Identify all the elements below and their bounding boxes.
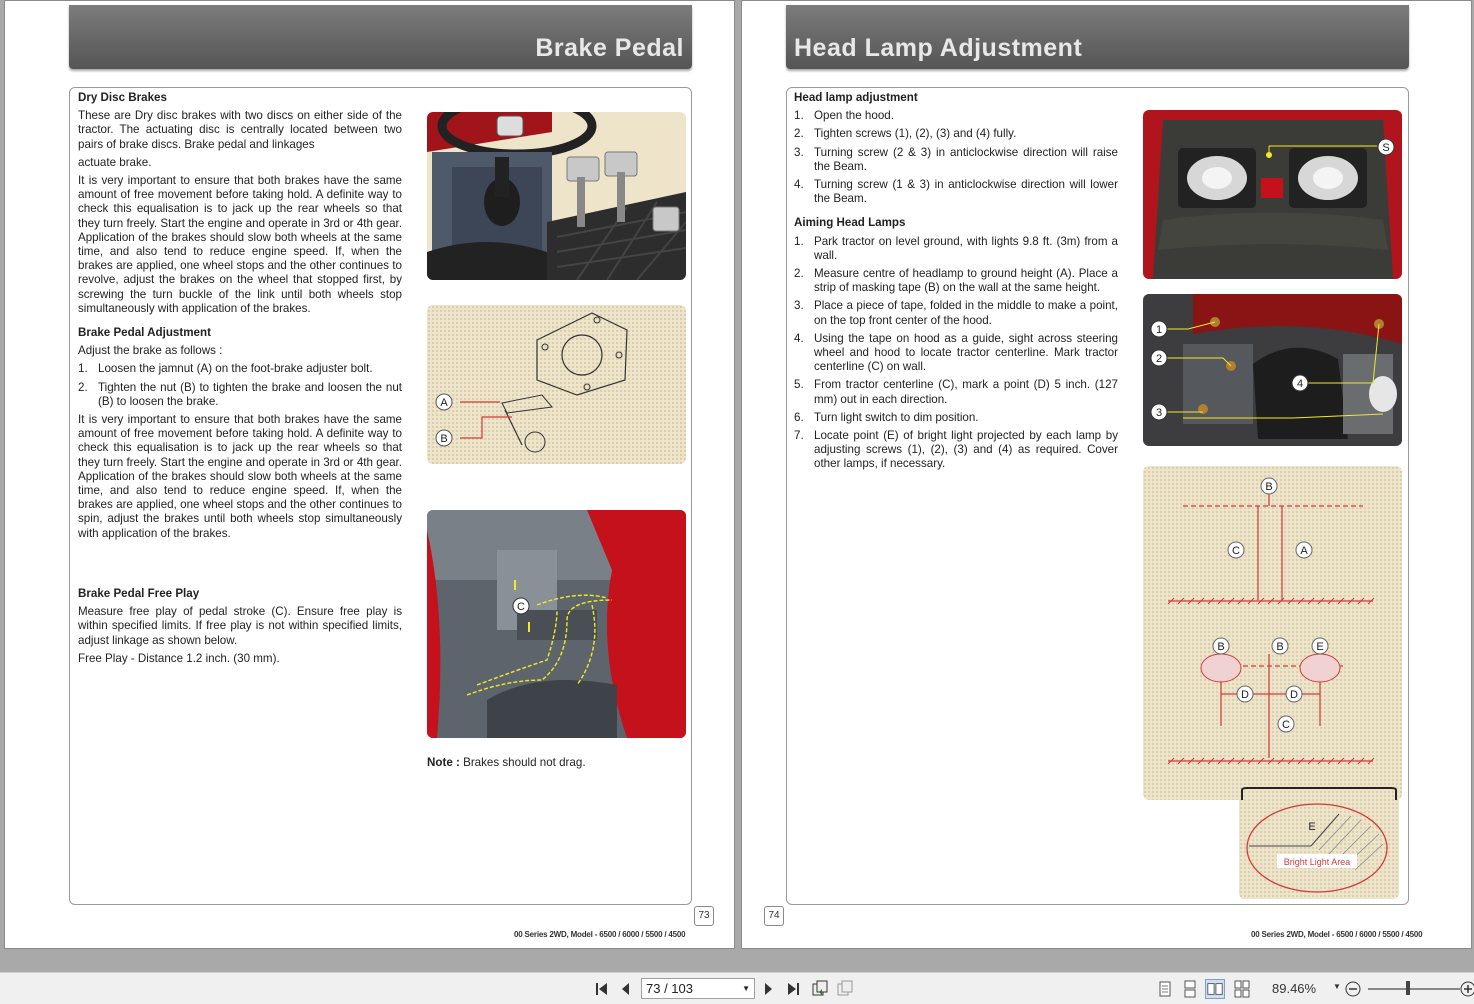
section-heading: Dry Disc Brakes	[78, 91, 167, 104]
list-item	[794, 146, 1118, 174]
zoom-slider-thumb[interactable]	[1406, 981, 1410, 995]
previous-page-button[interactable]	[616, 979, 636, 999]
paragraph: actuate brake.	[78, 155, 152, 169]
page-footer: 00 Series 2WD, Model - 6500 / 6000 / 5500 / 4500	[1251, 930, 1423, 939]
step-number: 1.	[794, 109, 804, 123]
facing-continuous-icon	[1232, 979, 1252, 999]
list-item	[794, 411, 1118, 425]
go-forward-icon	[835, 979, 855, 999]
chevron-down-icon: ▼	[742, 984, 750, 993]
step-text: From tractor centerline (C), mark a point (D) 5 inch. (127 mm) out in each direction.	[814, 378, 1118, 406]
paragraph: Adjust the brake as follows :	[78, 344, 223, 358]
paragraph: It is very important to ensure that both brakes have the same amount of free movement before taking hold. A definite way to check this equalisation is to jack up the rear wheels so that they turn freely. Start the engine and operate in 3rd or 4th gear. Application of the brakes should slow both wheels at the same time, and also tend to reduce engine speed. If, when the brakes are applied, one wheel stops and the other continues to revolve, adjust the brakes on the wheel that stopped first, by screwing the turn buckle of the link until both wheels stop simultaneously with application of the brakes.	[78, 174, 402, 315]
step-number: 2.	[794, 127, 804, 141]
list-item	[794, 127, 1118, 141]
next-page-button[interactable]	[758, 979, 778, 999]
section-heading: Aiming Head Lamps	[794, 216, 906, 230]
step-number: 1.	[794, 234, 804, 248]
label-b: B	[1217, 641, 1225, 653]
facing-view-button[interactable]	[1205, 979, 1225, 999]
paragraph: Measure free play of pedal stroke (C). Ensure free play is within specified limits. If free play is not within specified limits, adjust linkage as shown below.	[78, 605, 402, 647]
free-play-photo	[427, 510, 686, 738]
head-lamp-image	[1143, 110, 1402, 279]
step-text: Park tractor on level ground, with lights 9.8 ft. (3m) from a wall.	[814, 234, 1118, 262]
step-list	[794, 109, 1118, 206]
step-text: Turning screw (2 & 3) in anticlockwise direction will raise the Beam.	[814, 145, 1118, 173]
adjusting-screws-image	[1143, 294, 1402, 446]
paragraph: Free Play - Distance 1.2 inch. (30 mm).	[78, 651, 280, 665]
list-item	[794, 332, 1118, 375]
label-c: C	[1232, 545, 1240, 557]
note-label: Note :	[427, 756, 460, 769]
facing-pages-icon	[1206, 980, 1224, 998]
page-number-input[interactable]	[641, 978, 755, 999]
note-text: Brakes should not drag.	[459, 756, 586, 769]
step-number: 2.	[78, 380, 88, 394]
section-heading: Head lamp adjustment	[794, 91, 918, 104]
step-text: Measure centre of headlamp to ground height (A). Place a strip of masking tape (B) on the wall at the same height.	[814, 267, 1118, 295]
list-item	[78, 362, 402, 376]
go-back-icon	[810, 979, 830, 999]
zoom-level[interactable]: 89.46%	[1272, 981, 1317, 996]
step-number: 5.	[794, 378, 804, 392]
label-b: B	[1276, 641, 1284, 653]
page-number: 73	[694, 906, 714, 926]
step-text: Tighten the nut (B) to tighten the brake and loosen the nut (B) to loosen the brake.	[98, 380, 402, 408]
step-list	[78, 362, 402, 409]
zoom-in-icon	[1458, 979, 1474, 999]
label-e: E	[1308, 821, 1316, 833]
label-d: D	[1241, 689, 1249, 701]
list-item	[794, 235, 1118, 263]
paragraph: These are Dry disc brakes with two discs on either side of the tractor. The actuating disc is centrally located between two pairs of brake discs. Brake pedal and linkages	[78, 109, 402, 151]
section-heading: Brake Pedal Adjustment	[78, 326, 211, 340]
step-number: 2.	[794, 267, 804, 281]
label-e: E	[1316, 641, 1324, 653]
label-3: 3	[1155, 407, 1163, 419]
list-item	[794, 109, 1118, 123]
last-page-button[interactable]	[783, 979, 803, 999]
aiming-wall-image	[1143, 466, 1402, 800]
step-text: Turn light switch to dim position.	[814, 410, 979, 424]
adjusting-screws-photo	[1143, 294, 1402, 446]
left-page	[4, 0, 735, 949]
bright-light-image	[1239, 786, 1399, 899]
step-text: Open the hood.	[814, 109, 894, 123]
label-s: S	[1382, 142, 1390, 154]
continuous-page-icon	[1180, 979, 1200, 999]
label-c: C	[1282, 719, 1290, 731]
page-number: 74	[764, 906, 784, 926]
left-text-column	[78, 91, 402, 670]
bright-light-label: Bright Light Area	[1283, 857, 1351, 867]
page-title: Brake Pedal	[535, 34, 684, 62]
label-b: B	[1265, 481, 1273, 493]
list-item	[794, 299, 1118, 327]
single-page-view-button[interactable]	[1155, 979, 1175, 999]
right-text-column	[794, 91, 1118, 476]
single-page-icon	[1155, 979, 1175, 999]
label-d: D	[1290, 689, 1298, 701]
first-page-icon	[592, 979, 612, 999]
aiming-wall-diagram	[1143, 466, 1402, 800]
label-b: B	[440, 433, 448, 445]
list-item	[794, 378, 1118, 406]
step-number: 7.	[794, 429, 804, 443]
step-text: Turning screw (1 & 3) in anticlockwise direction will lower the Beam.	[814, 178, 1118, 206]
page-banner	[69, 5, 692, 69]
label-1: 1	[1155, 324, 1163, 336]
page-title: Head Lamp Adjustment	[794, 34, 1083, 62]
right-page	[741, 0, 1472, 949]
list-item	[794, 267, 1118, 295]
paragraph: It is very important to ensure that both brakes have the same amount of free movement before taking hold. A definite way to check this equalisation is to jack up the rear wheels so that they turn freely. Start the engine and operate in 3rd or 4th gear. Application of the brakes should slow both wheels at the same time, and also tend to reduce engine speed. If, when the brakes are applied, one wheel stops and the other continues to spin, adjust the brakes until both wheels stop simultaneously with application of the brakes.	[78, 413, 402, 540]
step-number: 4.	[794, 331, 804, 345]
head-lamp-photo	[1143, 110, 1402, 279]
brake-pedal-photo	[427, 112, 686, 280]
step-text: Using the tape on hood as a guide, sight across steering wheel and hood to locate tractor centerline. Mark tractor centerline (C) on wall.	[814, 331, 1118, 374]
facing-continuous-view-button[interactable]	[1232, 979, 1252, 999]
step-number: 4.	[794, 178, 804, 192]
page-footer: 00 Series 2WD, Model - 6500 / 6000 / 5500 / 4500	[514, 930, 686, 939]
label-4: 4	[1296, 378, 1304, 390]
previous-page-icon	[616, 979, 636, 999]
zoom-in-button[interactable]	[1458, 979, 1474, 999]
section-heading: Brake Pedal Free Play	[78, 586, 200, 600]
label-2: 2	[1155, 353, 1163, 365]
step-text: Locate point (E) of bright light projected by each lamp by adjusting screws (1), (2), (3) and (4) as required. Cover other lamps, if necessary.	[814, 429, 1118, 471]
zoom-out-button[interactable]	[1343, 979, 1363, 999]
label-a: A	[1300, 545, 1308, 557]
list-item	[794, 429, 1118, 472]
free-play-image	[427, 510, 686, 738]
label-a: A	[440, 397, 448, 409]
page-indicator: 73 / 103	[646, 981, 693, 996]
continuous-view-button[interactable]	[1180, 979, 1200, 999]
zoom-out-icon	[1343, 979, 1363, 999]
next-page-icon	[758, 979, 778, 999]
first-page-button[interactable]	[592, 979, 612, 999]
step-number: 3.	[794, 299, 804, 313]
viewer-toolbar	[0, 972, 1474, 1004]
step-number: 3.	[794, 145, 804, 159]
brake-adjuster-diagram	[427, 305, 686, 464]
step-text: Tighten screws (1), (2), (3) and (4) fully.	[814, 127, 1017, 141]
adjuster-diagram-image	[427, 305, 686, 464]
step-list	[794, 235, 1118, 472]
note	[427, 756, 586, 769]
step-number: 6.	[794, 410, 804, 424]
chevron-down-icon[interactable]: ▼	[1333, 982, 1341, 991]
step-text: Place a piece of tape, folded in the middle to make a point, on the top front center of the hood.	[814, 299, 1118, 327]
step-number: 1.	[78, 362, 88, 376]
label-c: C	[517, 601, 525, 613]
pedal-photo-image	[427, 112, 686, 280]
zoom-slider-track[interactable]	[1368, 988, 1460, 990]
step-text: Loosen the jamnut (A) on the foot-brake adjuster bolt.	[98, 362, 373, 376]
page-banner	[786, 5, 1409, 69]
last-page-icon	[783, 979, 803, 999]
bright-light-detail	[1239, 786, 1399, 899]
go-forward-button[interactable]	[835, 979, 855, 999]
go-back-button[interactable]	[810, 979, 830, 999]
list-item	[794, 178, 1118, 206]
list-item	[78, 381, 402, 409]
